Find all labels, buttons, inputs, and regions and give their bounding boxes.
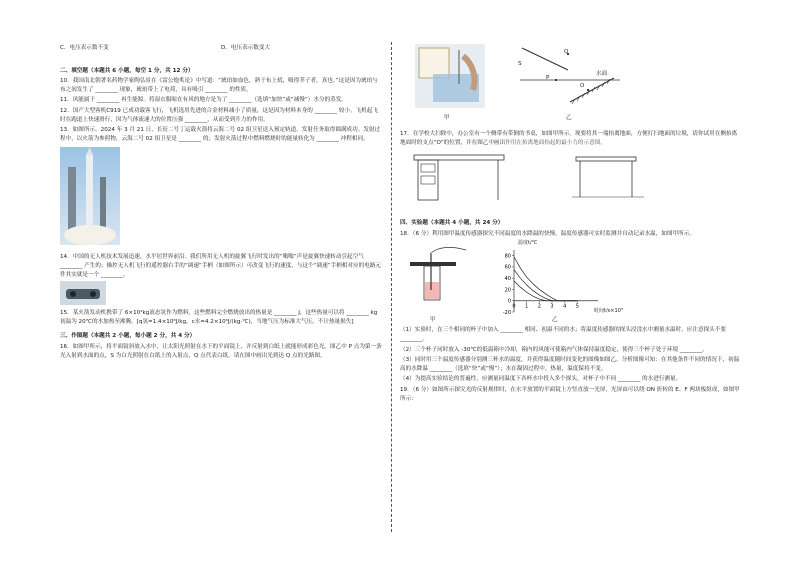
mirror-line xyxy=(570,78,614,102)
figure-label-b: 乙 xyxy=(566,115,572,121)
question-18-3: （3）同时用三个温度传感器分别测三杯水的温度，并获得温度随时间变化的图像如图乙。分析图像可知：在其他条件不同的情况下，初温高的水降温 ________（选填“快”或“慢”）；水在凝固过程中，热量，温度保持不变。 xyxy=(400,357,740,372)
x-tick-label: 4 xyxy=(563,304,567,311)
chart-x-label xyxy=(594,307,623,316)
left-column xyxy=(60,44,382,362)
q18-figures xyxy=(400,240,740,326)
option-c: C．电压表示数不变 xyxy=(60,45,109,51)
series-line xyxy=(514,270,577,301)
sensor-apparatus xyxy=(408,246,468,306)
question-11: 11．风能属于 ________ 再生能源。将湿衣服晾在有风的地方是为了 ________（选填“加快”或“减慢”）水分的蒸发。 xyxy=(60,97,347,104)
y-tick-label: 40 xyxy=(504,276,511,283)
drone-controller-photo xyxy=(60,281,106,305)
x-tick-label: 3 xyxy=(550,304,554,311)
x-tick-label: 0 xyxy=(512,304,516,311)
question-18-4: （4）为提高实验结论的普遍性，应测量同温度下各杯水中投入多个探头，对杯子中不同 ________ 的水进行测量。 xyxy=(400,376,682,383)
question-15: 15．某火箭发动机携带了 6×10⁴kg液态氢作为燃料，这些燃料完全燃烧放出的热量是 ________ J，这些热量可以将 ________ kg初温为 20℃的水加热至沸腾。[q氢=1.4×10⁸J/kg，c水=4.2×10³J/(kg·℃)，当地气压为标准大气压，不计热量损失] xyxy=(60,310,378,325)
draw-section-title: 三、作图题（本题共 2 小题，每小题 2 分，共 4 分） xyxy=(60,333,196,340)
figure-label-a: 甲 xyxy=(444,115,450,121)
right-column xyxy=(400,44,740,405)
point-o xyxy=(587,89,589,91)
question-13: 13．如图所示，2024 年 3 月 21 日，长征二号丁运载火箭将云海二号 02 组卫星送入预定轨道，发射任务取得圆满成功。发射过程中，以火箭为参照物，云海二号 02 组卫星是 ________ 的；发射火箭过程中燃料燃烧时的能量转化为 ________ 冲程相同。 xyxy=(60,127,381,142)
y-tick-label: 80 xyxy=(504,253,511,260)
label-s: S xyxy=(518,61,522,67)
chart-x-exp: ×10³ xyxy=(610,308,623,315)
q16-figures xyxy=(400,44,740,130)
mirror-photo-figure xyxy=(415,44,485,108)
chart-x-label-text: 时间t/s xyxy=(594,308,611,315)
fill-section-title: 二、填空题（本题共 6 小题，每空 1 分，共 12 分） xyxy=(60,67,194,74)
question-10: 10．我国南北朝著名药物学家陶弘景在《雷公炮炙论》中写道：“琥珀如血色，熟于布上拭，吸得芥子者，真也。”这是因为琥珀与布之间发生了 ________ 现象，琥珀带上了电荷，具有吸引 ________ 的性质。 xyxy=(60,78,378,93)
light-path-diagram xyxy=(510,44,630,114)
y-tick-label: 0 xyxy=(507,298,511,305)
rocket-photo xyxy=(60,147,120,245)
point-p xyxy=(555,79,557,81)
x-tick-label: 1 xyxy=(525,304,529,311)
question-18-1: （1）实验时，在三个相同的杯子中加入 ________ 相同、初温不同的水；将温度传感器的探头浸没水中测量水温时，应注意探头不要 ________。 xyxy=(400,327,726,342)
mirror-hatching xyxy=(572,79,610,104)
question-14: 14．中国的无人机技术发展迅速，水平居世界前沿。我们所用无人机的旋翼飞行时发出的“嗡嗡”声是旋翼快速转动引起空气 ________ 产生的；操控无人机飞行的遥控器右手的“调速”手柄（如图所示）可改变飞行的速度，与这个“调速”手柄相对应的电路元件其实就是一个 ________。 xyxy=(60,254,382,278)
question-18-2: （2）三个杯子同时放入 -30℃的低温箱中冷却，箱内的风能可使箱内气体保持温度稳定，使得三个杯子处于环境 ________。 xyxy=(400,346,708,353)
x-tick-label: 2 xyxy=(537,304,541,311)
q17-figures xyxy=(400,149,740,213)
rocket-figure xyxy=(60,147,382,247)
apparatus-label: 甲 xyxy=(430,317,436,324)
question-16: 16．如图甲所示，将平面镜斜放入水中，让太阳光照射在水下的平面镜上，并反射到白纸上就能形成彩色光。图乙中 P 点为第一条光入射到水面的点，S 为白光照射在白纸上的入射点，Q 点代表白纸。请在图中画出光到达 Q 点的光路图。 xyxy=(60,343,382,359)
series-line xyxy=(514,281,577,301)
series-line xyxy=(514,257,577,301)
experiment-section-title: 四、实验题（本题共 4 小题，共 24 分） xyxy=(400,220,504,227)
y-tick-label: -20 xyxy=(502,310,511,317)
white-paper-line xyxy=(522,48,568,70)
option-d: D．电压表示数变大 xyxy=(221,45,271,51)
options-row xyxy=(60,44,382,53)
desk-figure xyxy=(410,149,510,205)
desk-side-figure xyxy=(570,151,650,203)
question-18: 18．（6 分）利用图甲温度传感器探究不同温度的水降温的快慢，温度传感器可实时监测并自动记录水温，如图甲所示。 xyxy=(400,230,695,237)
label-p: P xyxy=(546,75,550,81)
chart-figure-label: 乙 xyxy=(552,317,558,324)
x-tick-label: 5 xyxy=(575,304,579,311)
y-tick-label: 20 xyxy=(504,287,511,294)
label-o: O xyxy=(580,83,585,89)
question-12: 12．国产大型客机C919 已成功载客飞行，飞机选用先进的合金材料减小了质量，这是因为材料本身的 ________ 较小。飞机起飞时在跑道上快速滑行，因为气体流速大的位置压强 ________，从而受到升力的作用。 xyxy=(60,107,378,123)
question-17 xyxy=(400,130,740,147)
question-19: 19．（6 分）如图所示探究光的反射规律时，在水平放置的平面镜上方竖直放一光屏，光屏由可以绕 ON 折转的 E、F 两块板组成，如图甲所示： xyxy=(400,386,740,402)
question-17-hint: 作用在抬离地面抬起的最小力的示意图。 xyxy=(505,139,606,146)
question-17-text: 17．在学校大扫除中，办公室有一个侧带有带倒的书桌，如图甲所示。现要将其一端抬离地面，方便打扫地面的垃圾，请你试用在侧抬离地面时的支点“O”的位置，并在图乙中画出 xyxy=(400,131,738,146)
label-water: 水面 xyxy=(596,71,608,77)
y-tick-label: 60 xyxy=(504,265,511,272)
label-q: Q xyxy=(564,49,569,55)
chart-y-label: 温度t/℃ xyxy=(518,240,538,247)
column-divider xyxy=(391,42,392,532)
